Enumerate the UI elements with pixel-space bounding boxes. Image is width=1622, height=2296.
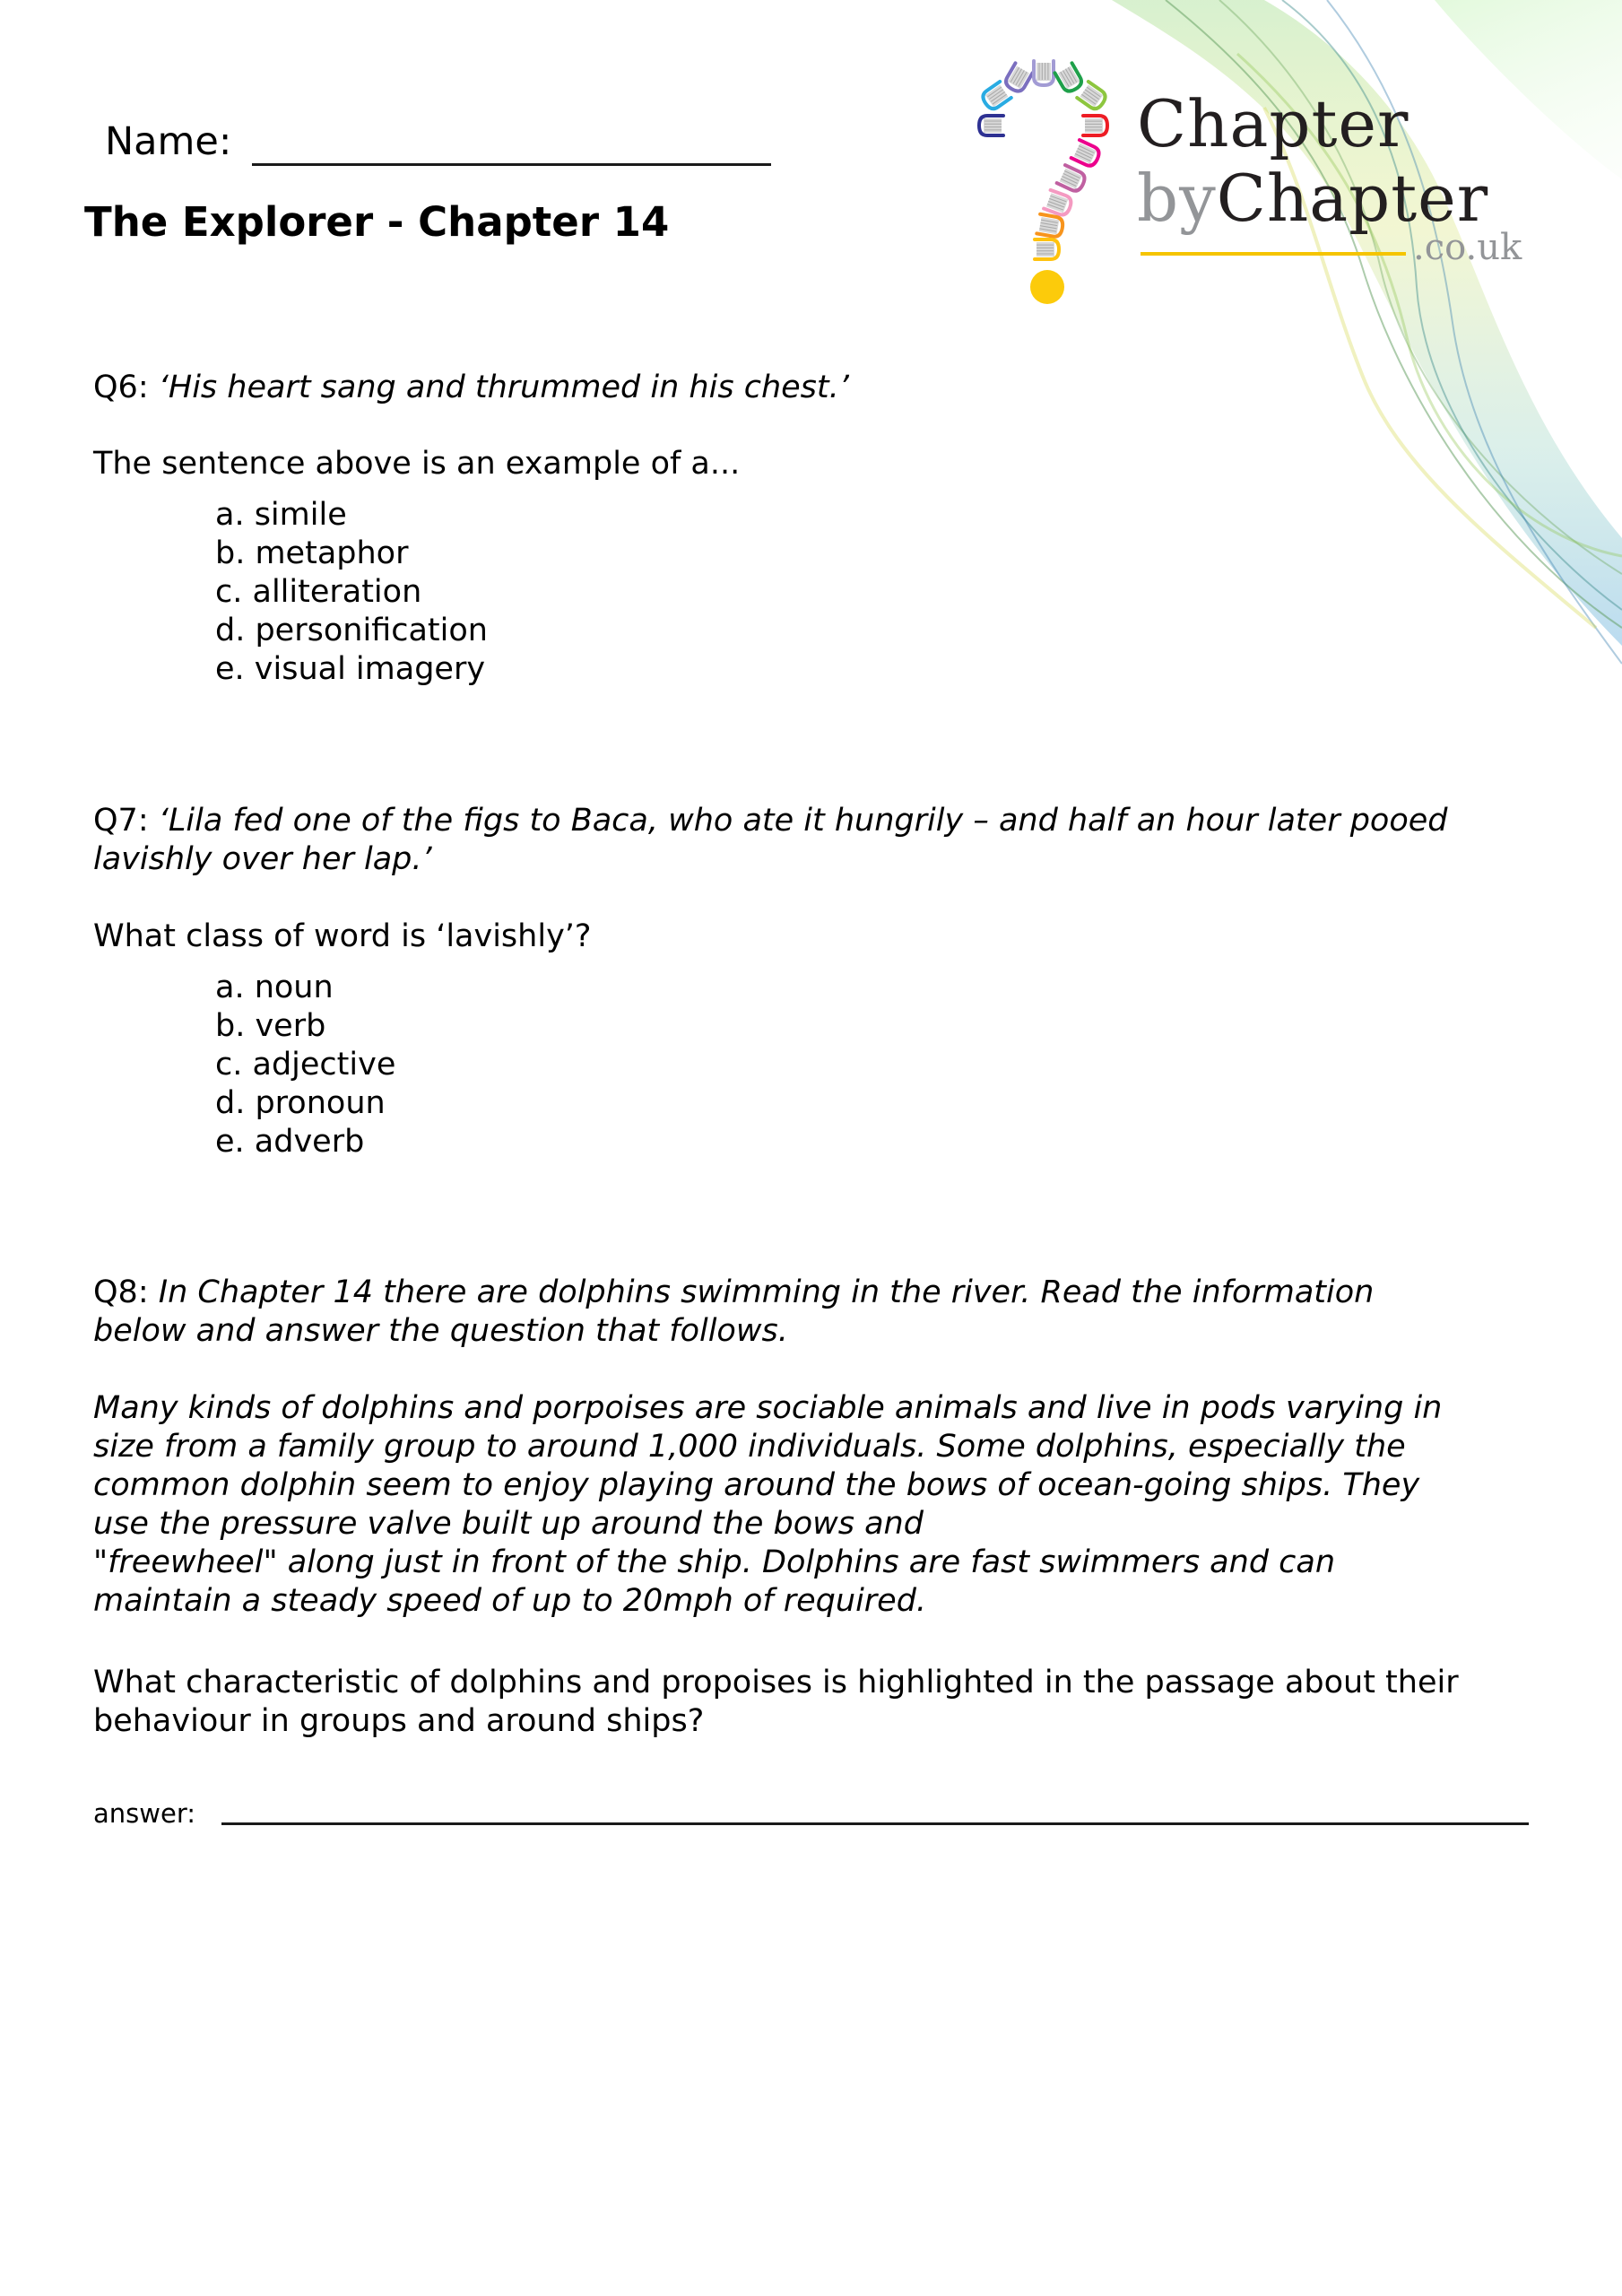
question-number: Q8: <box>93 1274 149 1310</box>
question-number: Q6: <box>93 370 149 405</box>
answer-options <box>215 496 488 689</box>
passage-line: Many kinds of dolphins and porpoises are sociable animals and live in pods varying in <box>93 1390 1443 1426</box>
option-c[interactable]: c. adjective <box>215 1047 396 1083</box>
option-b[interactable]: b. metaphor <box>215 535 409 571</box>
question-prompt <box>93 1274 1374 1351</box>
passage-line: "freewheel" along just in front of the ship. Dolphins are fast swimmers and can <box>93 1544 1336 1580</box>
question-text <box>93 1664 1459 1741</box>
passage-line: maintain a steady speed of up to 20mph of required. <box>93 1583 927 1619</box>
name-label: Name: <box>105 119 232 164</box>
question-mark-dot-icon <box>1030 270 1064 304</box>
question-quote: ‘His heart sang and thrummed in his chest.’ <box>158 370 849 405</box>
question-intro-line: In Chapter 14 there are dolphins swimming in the river. Read the information <box>158 1274 1375 1310</box>
book-icon <box>1035 239 1059 259</box>
logo-underline <box>1141 252 1406 256</box>
logo-domain: .co.uk <box>1413 227 1522 268</box>
answer-label: answer: <box>93 1798 196 1829</box>
option-a[interactable]: a. simile <box>215 497 347 533</box>
name-input-line[interactable] <box>252 163 771 166</box>
passage-line: use the pressure valve built up around the bows and <box>93 1506 924 1542</box>
question-text: What class of word is ‘lavishly’? <box>93 918 592 954</box>
option-c[interactable]: c. alliteration <box>215 574 422 610</box>
logo-word-by-chapter <box>1137 162 1488 234</box>
book-icon <box>1034 61 1054 85</box>
question-prompt <box>93 369 849 407</box>
option-d[interactable]: d. pronoun <box>215 1085 386 1121</box>
question-text: The sentence above is an example of a... <box>93 446 741 482</box>
worksheet-title: The Explorer - Chapter 14 <box>84 198 670 246</box>
book-icon <box>1071 140 1102 168</box>
book-icon <box>979 116 1003 135</box>
option-e[interactable]: e. adverb <box>215 1124 365 1160</box>
option-b[interactable]: b. verb <box>215 1008 326 1044</box>
book-icon <box>1077 82 1108 112</box>
question-intro-line: below and answer the question that follows. <box>93 1313 788 1349</box>
answer-input-line[interactable] <box>221 1822 1529 1825</box>
logo-word-chapter-2: Chapter <box>1216 161 1489 236</box>
question-prompt <box>93 802 1448 879</box>
book-icon <box>1057 165 1088 193</box>
option-a[interactable]: a. noun <box>215 970 334 1005</box>
question-quote-line: ‘Lila fed one of the figs to Baca, who ate it hungrily – and half an hour later pooed <box>158 803 1448 839</box>
option-d[interactable]: d. personification <box>215 613 488 648</box>
passage-line: common dolphin seem to enjoy playing around the bows of ocean-going ships. They <box>93 1467 1420 1503</box>
question-number: Q7: <box>93 803 149 839</box>
question-text-line: behaviour in groups and around ships? <box>93 1703 705 1739</box>
logo-word-chapter: Chapter <box>1137 86 1409 161</box>
book-icon <box>1037 214 1063 238</box>
option-e[interactable]: e. visual imagery <box>215 651 486 687</box>
book-icon <box>1003 63 1033 93</box>
question-mark-books-icon <box>968 54 1130 314</box>
answer-options <box>215 969 395 1161</box>
book-icon <box>1083 116 1107 135</box>
book-icon <box>1054 63 1084 93</box>
reading-passage <box>93 1389 1442 1621</box>
question-text-line: What characteristic of dolphins and propoises is highlighted in the passage about their <box>93 1665 1459 1700</box>
book-icon <box>1044 190 1073 217</box>
passage-line: size from a family group to around 1,000 individuals. Some dolphins, especially the <box>93 1429 1406 1465</box>
question-quote-line: lavishly over her lap.’ <box>93 841 432 877</box>
logo-word-by: by <box>1137 161 1217 236</box>
